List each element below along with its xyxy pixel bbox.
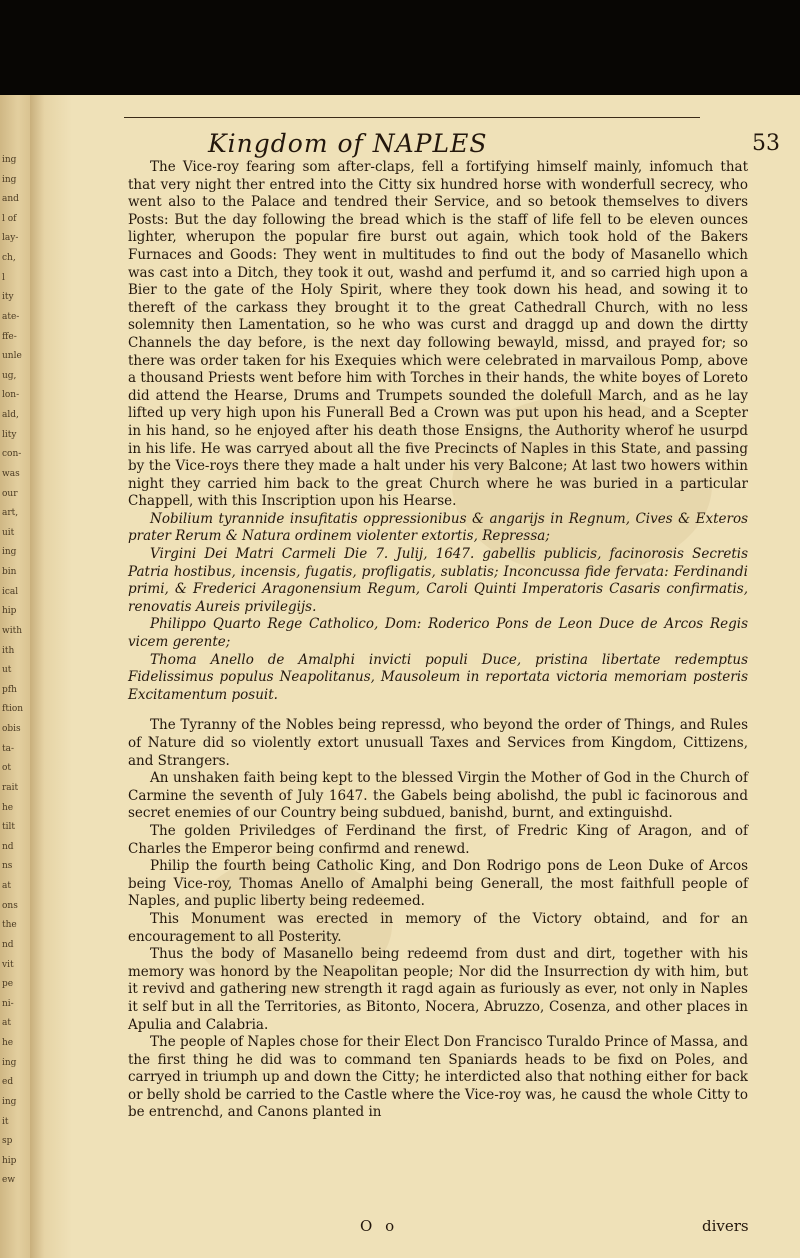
paragraph: This Monument was erected in memory of the Victory obtaind, and for an encouragement to all Posterity. — [128, 910, 748, 945]
book-gutter — [30, 95, 72, 1258]
page-footer — [72, 1217, 800, 1239]
facing-page-fragment: and — [2, 194, 19, 205]
facing-page-fragment: ing — [2, 1057, 17, 1068]
facing-page-fragment: rait — [2, 782, 19, 793]
facing-page-fragment: lon- — [2, 390, 20, 401]
facing-page-fragment: l of — [2, 213, 17, 224]
facing-page-fragment: ch, — [2, 253, 16, 264]
facing-page-fragment: l — [2, 272, 5, 283]
facing-page-fragment: ing — [2, 155, 17, 165]
facing-page-fragment: the — [2, 920, 17, 931]
facing-page-fragment: with — [2, 625, 22, 636]
latin-inscription — [128, 511, 748, 705]
facing-page-fragment: ity — [2, 292, 14, 303]
book-page — [72, 95, 800, 1258]
facing-page-fragment: ta- — [2, 743, 15, 754]
paragraph: Philip the fourth being Catholic King, and Don Rodrigo pons de Leon Duke of Arcos being Vice-roy, Thomas Anello of Amalphi being Generall, the most faithfull people of Naples, and puplic liberty being redeemed. — [128, 858, 748, 910]
facing-page-fragment: lity — [2, 429, 17, 440]
facing-page-edge — [0, 95, 30, 1258]
facing-page-fragment: vit — [2, 959, 14, 970]
facing-page-fragment: hip — [2, 1155, 17, 1166]
facing-page-fragment: ni- — [2, 998, 14, 1009]
paragraph: The Tyranny of the Nobles being repressd, who beyond the order of Things, and Rules of Nature did so violently extort unusuall Taxes and Services from Kingdom, Cittizens, and Strangers. — [128, 717, 748, 769]
inscription-line: Philippo Quarto Rege Catholico, Dom: Roderico Pons de Leon Duce de Arcos Regis vicem gerente; — [128, 616, 748, 651]
facing-page-fragment: ew — [2, 1175, 16, 1186]
page-header — [72, 95, 800, 157]
header-rule — [124, 117, 700, 118]
facing-page-fragment: it — [2, 1116, 9, 1127]
facing-page-fragment: at — [2, 1018, 11, 1029]
paragraph: An unshaken faith being kept to the blessed Virgin the Mother of God in the Church of Carmine the seventh of July 1647. the Gabels being abolishd, the publ ic facinorous and secret enemies of our Country being subdued, banishd, burnt, and extinguishd. — [128, 770, 748, 822]
facing-page-fragment: ith — [2, 645, 15, 656]
facing-page-fragment: he — [2, 802, 14, 813]
facing-page-fragment: bin — [2, 567, 17, 578]
facing-page-fragment: ing — [2, 174, 17, 185]
inscription-line: Virgini Dei Matri Carmeli Die 7. Julij, 1647. gabellis publicis, facinorosis Secretis Patria hostibus, incensis, fugatis, profligatis, sublatis; Inconcussa fide fervata: Ferdinandi primi, & Frederici Aragonensium Regum, Caroli Quinti Imperatoris Casaris confirmatis, renovatis Aureis privilegijs. — [128, 546, 748, 615]
signature-mark: O o — [360, 1217, 399, 1235]
facing-page-fragment: pfh — [2, 684, 17, 695]
spacer — [128, 704, 748, 717]
facing-page-fragment: was — [2, 468, 20, 479]
facing-page-fragment: our — [2, 488, 18, 499]
facing-page-fragment: hip — [2, 606, 17, 617]
page-number: 53 — [752, 131, 780, 156]
facing-page-fragment: art, — [2, 508, 19, 519]
body-text — [128, 159, 748, 1122]
facing-page-fragment: ns — [2, 861, 13, 872]
facing-page-fragment: tilt — [2, 822, 15, 833]
facing-page-fragment: ate- — [2, 311, 20, 322]
paragraph: The golden Priviledges of Ferdinand the first, of Fredric King of Aragon, and of Charles the Emperor being confirmd and renewd. — [128, 822, 748, 857]
facing-page-fragment: ot — [2, 763, 12, 774]
catchword: divers — [702, 1217, 749, 1235]
facing-page-fragment: ftion — [2, 704, 24, 715]
facing-page-fragment: unle — [2, 351, 22, 362]
facing-page-fragment: pe — [2, 979, 14, 990]
paragraph: The Vice-roy fearing som after-claps, fell a fortifying himself mainly, infomuch that that very night ther entred into the Citty six hundred horse with wonderfull secrecy, who went also to the Palace and tendred their Service, and so betook themselves to divers Posts: But the day following the bread which is the staff of life fell to be eleven ounces lighter, wherupon the popular fire burst out again, which took hold of the Bakers Furnaces and Goods: They went in multitudes to find out the body of Masanello which was cast into a Ditch, they took it out, washd and perfumd it, and so carried high upon a Bier to the gate of the Holy Spirit, where they took down his head, and sowing it to thereft of the carkass they brought it to the great Cathedrall Church, with no less solemnity then Lamentation, so he who was curst and draggd up and down the dirtty Channels the day before, is the next day following bewayld, missd, and prayed for; so there was order taken for his Exequies which were celebrated in marvailous Pomp, above a thousand Priests went before him with Torches in their hands, the white boyes of Loreto did attend the Hearse, Drums and Trumpets sounded the dolefull March, and as he lay lifted up very high upon his Funerall Bed a Crown was put upon his head, and a Scepter in his hand, so he enjoyed after his death those Ensigns, the Authority wherof he usurpd in his life. He was carryed about all the five Precincts of Naples in this State, and passing by the Vice-roys there they made a halt under his very Balcone; At last two howers within night they carried him back to the great Church where he was buried in a particular Chappell, with this Inscription upon his Hearse. — [128, 159, 748, 510]
facing-page-fragment: ing — [2, 1096, 17, 1107]
facing-page-fragment: nd — [2, 939, 14, 950]
facing-page-fragment: ed — [2, 1077, 14, 1088]
inscription-line: Thoma Anello de Amalphi invicti populi Duce, pristina libertate redemptus Fidelissimus populus Neapolitanus, Mausoleum in reportata victoria memoriam posteris Excitamentum posuit. — [128, 651, 748, 703]
paragraph: The people of Naples chose for their Elect Don Francisco Turaldo Prince of Massa, and the first thing he did was to command ten Spaniards heads to be fixd on Poles, and carryed in triumph up and down the Citty; he interdicted also that nothing either for back or belly shold be carried to the Castle where the Vice-roy was, he causd the whole Citty to be entrenchd, and Canons planted in — [128, 1034, 748, 1121]
inscription-line: Nobilium tyrannide insufitatis oppressionibus & angarijs in Regnum, Cives & Exteros prater Rerum & Natura ordinem violenter extortis, Repressa; — [128, 510, 748, 545]
facing-page-fragment: sp — [2, 1136, 13, 1147]
facing-page-fragment: ffe- — [2, 331, 17, 342]
facing-page-fragment: nd — [2, 841, 14, 852]
facing-page-fragment: lay- — [2, 233, 19, 244]
running-title: Kingdom of NAPLES — [208, 129, 488, 158]
paragraph: Thus the body of Masanello being redeemd from dust and dirt, together with his memory was honord by the Neapolitan people; Nor did the Insurrection dy with him, but it revivd and gathering new strength it ragd again as furiously as ever, not only in Naples it self but in all the Territories, as Bitonto, Nocera, Abruzzo, Cosenza, and other places in Apulia and Calabria. — [128, 946, 748, 1033]
facing-page-fragment: ons — [2, 900, 18, 911]
facing-page-fragment: con- — [2, 449, 22, 460]
facing-page-fragment: at — [2, 881, 11, 892]
facing-page-fragment: ing — [2, 547, 17, 558]
facing-page-fragment: uit — [2, 527, 15, 538]
facing-page-fragment: obis — [2, 724, 21, 735]
facing-page-fragment: ug, — [2, 370, 17, 381]
facing-page-fragment: he — [2, 1038, 14, 1049]
scan-top-border — [0, 0, 800, 95]
facing-page-fragment: ical — [2, 586, 19, 597]
facing-page-fragment: ald, — [2, 410, 19, 421]
facing-page-fragment: ut — [2, 665, 12, 676]
